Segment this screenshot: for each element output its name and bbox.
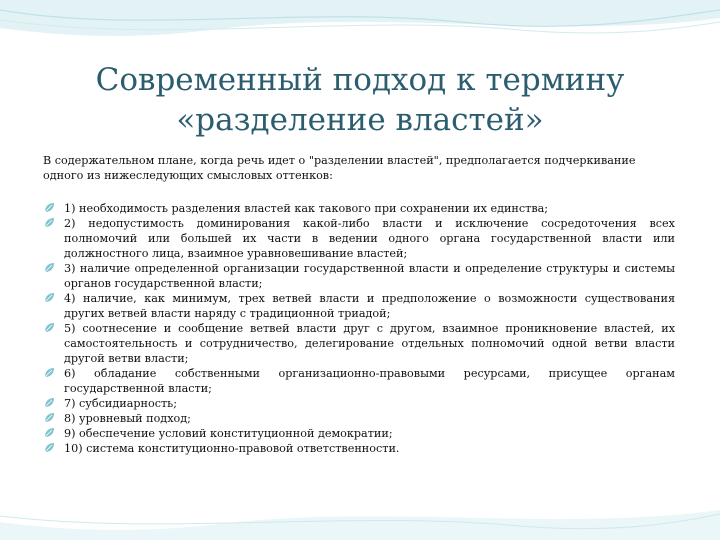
leaf-bullet-icon xyxy=(44,412,55,423)
list-item xyxy=(43,321,675,366)
leaf-bullet-icon xyxy=(44,442,55,453)
list-item-text: 5) соотнесение и сообщение ветвей власти друг с другом, взаимное проникновение властей, их самостоятельность и сотрудничество, делегирование отдельных полномочий одной ветви власти другой ветви власти; xyxy=(64,322,675,365)
bottom-wave-decoration xyxy=(0,500,720,540)
list-item xyxy=(43,291,675,321)
slide-title xyxy=(20,60,700,140)
list-item-text: 1) необходимость разделения властей как такового при сохранении их единства; xyxy=(64,202,549,215)
list-item-text: 9) обеспечение условий конституционной демократии; xyxy=(64,427,393,440)
list-item-text: 4) наличие, как минимум, трех ветвей власти и предположение о возможности существования других ветвей власти наряду с традиционной триадой; xyxy=(64,292,675,320)
list-item xyxy=(43,261,675,291)
list-item-text: 8) уровневый подход; xyxy=(64,412,191,425)
list-item-text: 10) система конституционно-правовой ответственности. xyxy=(64,442,400,455)
leaf-bullet-icon xyxy=(44,292,55,303)
leaf-bullet-icon xyxy=(44,397,55,408)
list-item xyxy=(43,426,675,441)
list-item xyxy=(43,201,675,216)
title-line-1: Современный подход к термину xyxy=(95,62,625,98)
list-item xyxy=(43,411,675,426)
leaf-bullet-icon xyxy=(44,427,55,438)
list-item xyxy=(43,366,675,396)
leaf-bullet-icon xyxy=(44,202,55,213)
list-item-text: 7) субсидиарность; xyxy=(64,397,178,410)
list-item xyxy=(43,441,675,456)
intro-paragraph: В содержательном плане, когда речь идет о "разделении властей", предполагается подчеркивание одного из нижеследующих смысловых оттенков: xyxy=(43,154,636,182)
leaf-bullet-icon xyxy=(44,322,55,333)
title-line-2: «разделение властей» xyxy=(176,102,544,138)
list-item-text: 6) обладание собственными организационно-правовыми ресурсами, присущее органам государственной власти; xyxy=(64,367,675,395)
list-item-text: 2) недопустимость доминирования какой-либо власти и исключение сосредоточения всех полномочий или большей их части в ведении одного органа государственной власти или должностного лица, взаимное уравновешивание властей; xyxy=(64,217,675,260)
leaf-bullet-icon xyxy=(44,367,55,378)
list-item xyxy=(43,396,675,411)
meaning-list xyxy=(43,201,675,456)
list-item-text: 3) наличие определенной организации государственной власти и определение структуры и системы органов государственной власти; xyxy=(64,262,675,290)
leaf-bullet-icon xyxy=(44,217,55,228)
list-item xyxy=(43,216,675,261)
top-wave-decoration xyxy=(0,0,720,60)
leaf-bullet-icon xyxy=(44,262,55,273)
